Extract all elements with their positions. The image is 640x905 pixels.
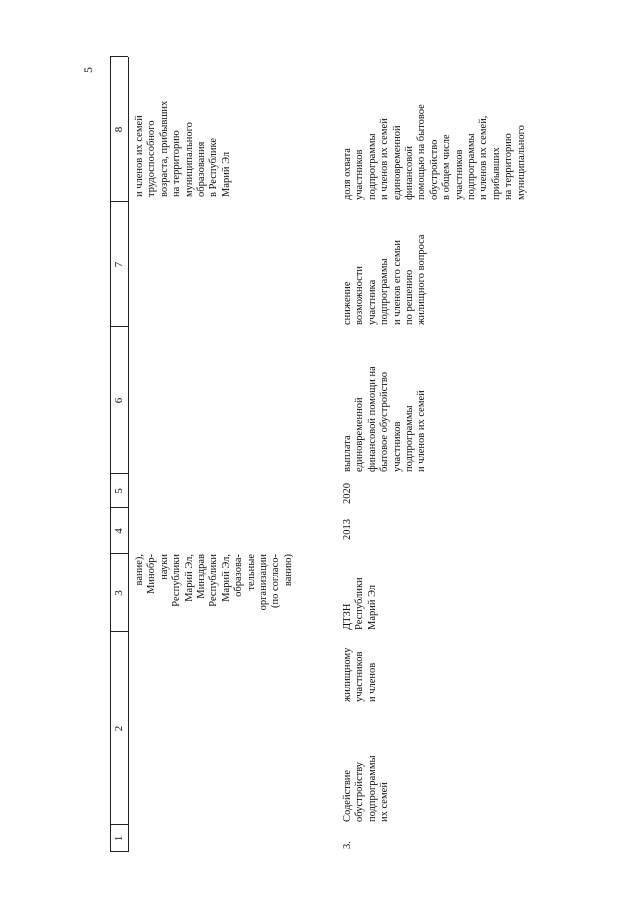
header-bottom-border <box>128 57 129 852</box>
header-col-4: 4 <box>113 528 125 534</box>
measure-name-cont-cell: жилищному участников и членов <box>342 647 378 702</box>
header-col-3: 3 <box>113 590 125 596</box>
row-number: 3. <box>342 841 353 849</box>
cont-executors-cell: вание), Минобр- науки Республики Марий Эл, Минздрав Республики Марий Эл, образова- тельные организации (по согласо- ванию) <box>134 554 294 611</box>
end-year-cell: 2020 <box>342 483 353 504</box>
table <box>110 57 527 852</box>
expected-result-cell: выплата единовременной финансовой помощи на бытовое обустройство участников подпрограммы и членов их семей <box>342 366 428 472</box>
header-col-1: 1 <box>113 835 125 842</box>
start-year-cell: 2013 <box>342 519 353 540</box>
measure-name-cell: Содействие обустройству подпрограммы их семей <box>342 755 391 822</box>
header-col-5: 5 <box>113 488 125 494</box>
header-col-8: 8 <box>113 126 125 133</box>
header-col-2: 2 <box>113 725 125 732</box>
consequence-cell: снижение возможности участника подпрограммы и членов его семьи по решению жилищного вопроса <box>342 234 428 325</box>
header-col-6: 6 <box>113 397 125 404</box>
page-number: 5 <box>81 67 95 73</box>
table-top-border <box>110 57 111 852</box>
indicator-cell: доля охвата участников подпрограммы и членов их семей единовременной финансовой помощью на бытовое обустройство в общем числе участников подпрограммы и членов их семей, прибывших на территорию муниципального <box>342 104 527 200</box>
executor-cell: ДТЗН Республики Марий Эл <box>342 577 378 630</box>
cont-indicator-cell: и членов их семей трудоспособного возраста, прибывших на территорию муниципального образования в Республике Марий Эл <box>134 100 232 197</box>
header-col-7: 7 <box>113 261 125 268</box>
